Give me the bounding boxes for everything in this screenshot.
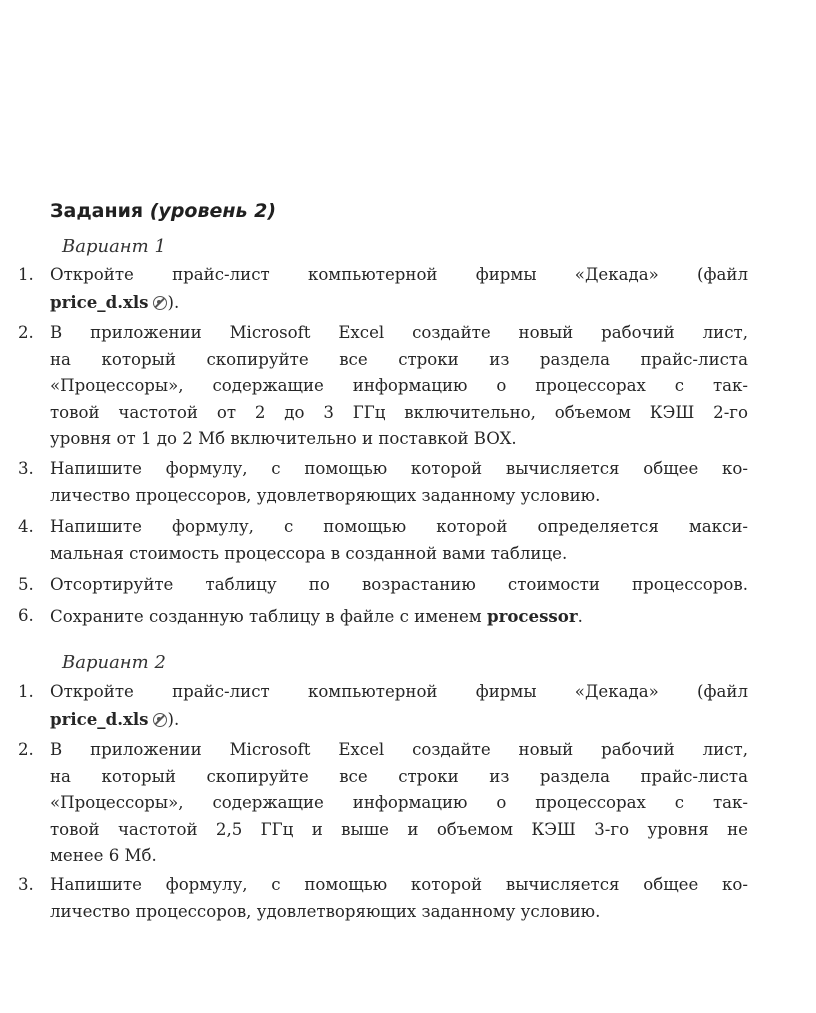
task-line — [18, 289, 748, 317]
task-line-end: ). — [167, 709, 180, 729]
v2-task-1 — [18, 679, 748, 733]
cd-disc-icon — [153, 296, 167, 310]
v2-task-2 — [18, 737, 748, 870]
v1-task-1 — [18, 262, 748, 316]
task-line-end: . — [577, 607, 583, 626]
task-line: В приложении Microsoft Excel создайте новый рабочий лист, — [50, 323, 748, 342]
task-line: Напишите формулу, с помощью которой вычисляется общее ко- — [50, 875, 748, 894]
task-number: 3. — [18, 875, 34, 894]
task-line: «Процессоры», содержащие информацию о процессорах с так- — [50, 793, 748, 812]
task-line: на который скопируйте все строки из раздела прайс-листа — [50, 766, 748, 786]
task-line: личество процессоров, удовлетворяющих заданному условию. — [50, 485, 601, 505]
task-text: Сохраните созданную таблицу в файле с именем — [50, 607, 487, 626]
task-number: 6. — [18, 606, 34, 625]
task-line — [18, 706, 748, 734]
task-line — [18, 603, 748, 631]
task-line: Откройте прайс-лист компьютерной фирмы «Декада» (файл — [50, 682, 748, 701]
task-line: товой частотой от 2 до 3 ГГц включительно, объемом КЭШ 2-го — [50, 402, 748, 422]
task-line: личество процессоров, удовлетворяющих заданному условию. — [50, 901, 601, 921]
file-name: price_d.xls — [50, 708, 149, 729]
task-line: товой частотой 2,5 ГГц и выше и объемом КЭШ 3-го уровня не — [50, 819, 748, 839]
task-number: 4. — [18, 517, 34, 536]
v2-task-3 — [18, 872, 748, 925]
task-line-end: ). — [167, 292, 180, 312]
variant-2-title: Вариант 2 — [62, 652, 166, 673]
task-number: 1. — [18, 265, 34, 284]
task-line: «Процессоры», содержащие информацию о процессорах с так- — [50, 376, 748, 395]
task-number: 3. — [18, 459, 34, 478]
task-number: 2. — [18, 323, 34, 342]
section-heading — [50, 200, 276, 222]
output-file-name: processor — [487, 606, 578, 626]
v1-task-5 — [18, 572, 748, 599]
cd-disc-icon — [153, 713, 167, 727]
heading-prefix: Задания — [50, 200, 150, 222]
task-line: Отсортируйте таблицу по возрастанию стоимости процессоров. — [50, 575, 748, 594]
file-name: price_d.xls — [50, 291, 149, 312]
task-line: на который скопируйте все строки из раздела прайс-листа — [50, 349, 748, 369]
v1-task-2 — [18, 320, 748, 453]
variant-1-title: Вариант 1 — [62, 236, 166, 257]
task-line: менее 6 Мб. — [50, 846, 157, 865]
v1-task-3 — [18, 456, 748, 509]
task-line: уровня от 1 до 2 Мб включительно и поставкой BOX. — [50, 429, 517, 448]
task-number: 5. — [18, 575, 34, 594]
task-line: Напишите формулу, с помощью которой вычисляется общее ко- — [50, 459, 748, 478]
v1-task-6 — [18, 603, 748, 631]
task-line: В приложении Microsoft Excel создайте новый рабочий лист, — [50, 740, 748, 759]
task-line: мальная стоимость процессора в созданной вами таблице. — [50, 543, 568, 563]
task-line: Напишите формулу, с помощью которой определяется макси- — [50, 517, 748, 536]
task-number: 2. — [18, 740, 34, 759]
task-line: Откройте прайс-лист компьютерной фирмы «Декада» (файл — [50, 265, 748, 284]
heading-level: (уровень 2) — [149, 200, 277, 222]
task-number: 1. — [18, 682, 34, 701]
v1-task-4 — [18, 514, 748, 567]
